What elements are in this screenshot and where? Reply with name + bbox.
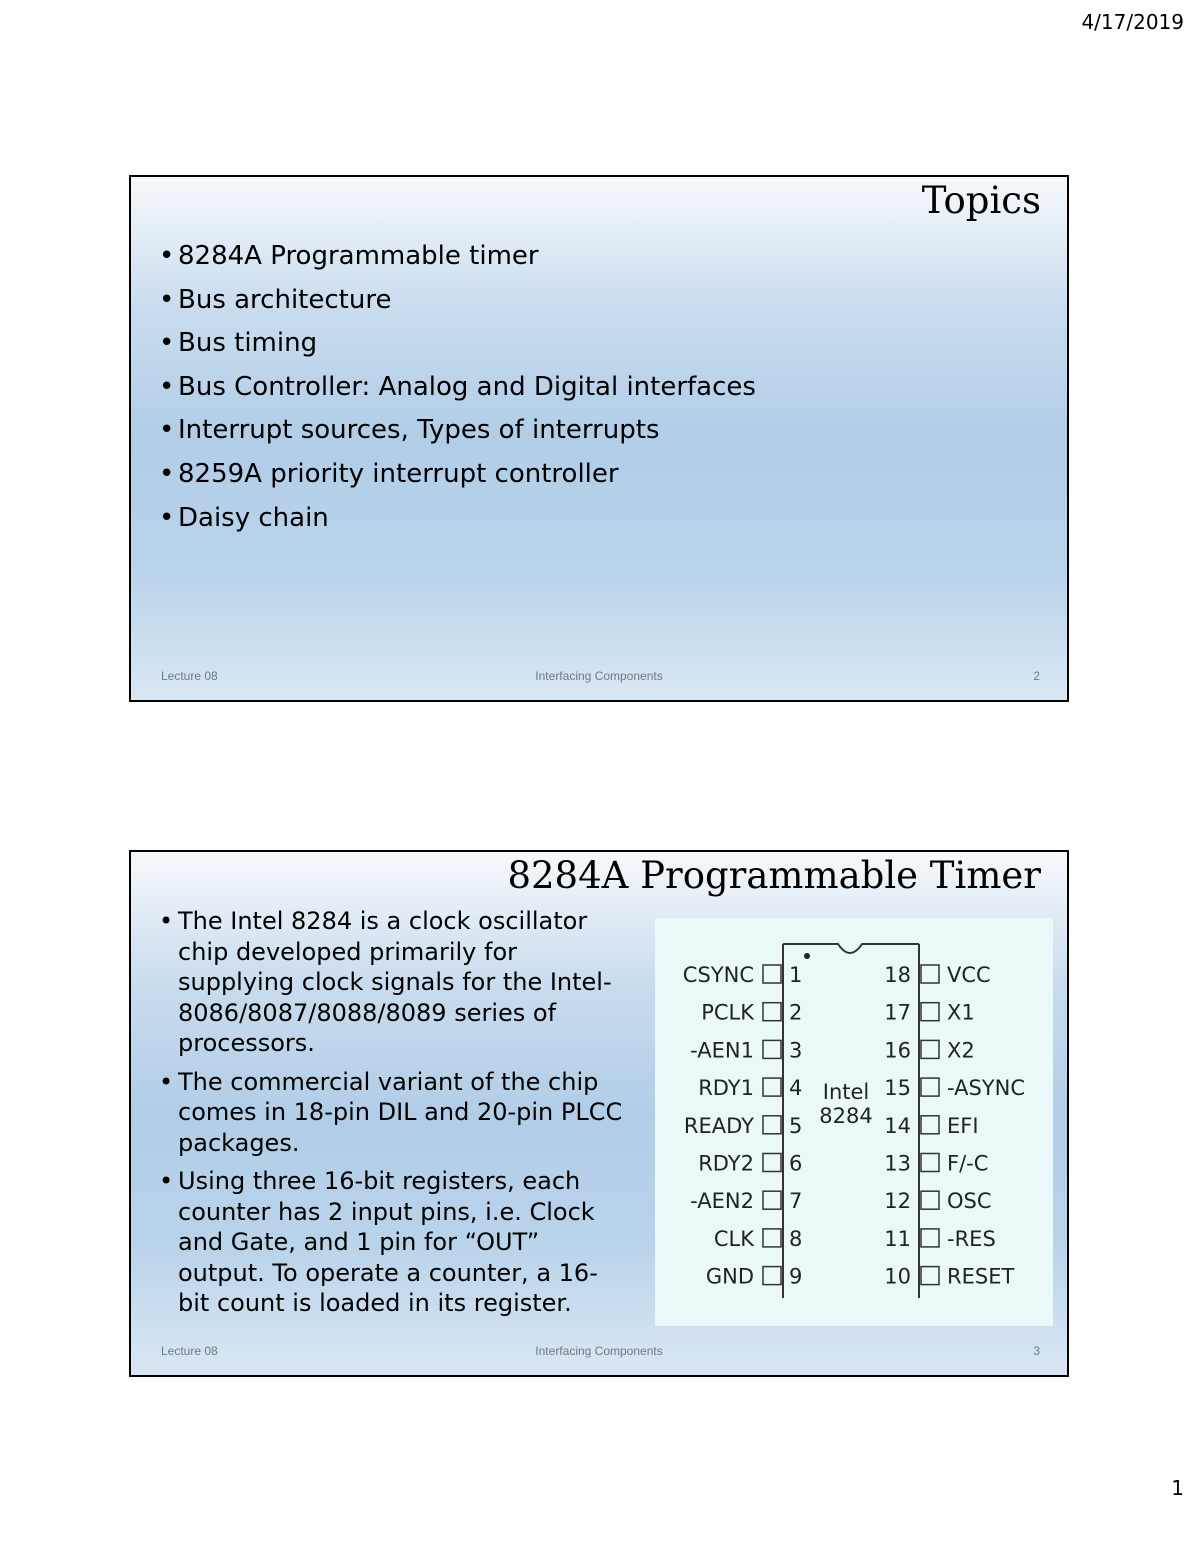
slide-footer	[131, 1344, 1067, 1360]
pin-number: 6	[789, 1151, 803, 1176]
pin-box	[921, 1003, 939, 1021]
pin-box	[763, 1003, 781, 1021]
pin-box	[763, 1078, 781, 1096]
pin-box	[921, 1154, 939, 1172]
chip-label-line1: Intel	[822, 1080, 870, 1104]
pin-number: 5	[789, 1113, 803, 1138]
pin-box	[763, 1154, 781, 1172]
bullet-item: • Bus timing	[159, 322, 756, 366]
pin-number: 3	[789, 1038, 803, 1063]
bullet-item: • Using three 16-bit registers, each counter has 2 input pins, i.e. Clock and Gate, and 1 pin for “OUT” output. To operate a counter, a 16-bit count is loaded in its register.	[159, 1166, 629, 1319]
pin-number: 18	[884, 963, 911, 987]
pin-name: -ASYNC	[947, 1076, 1026, 1101]
pin-row	[706, 1265, 803, 1289]
bullet-list	[159, 906, 629, 1327]
pin-name: X1	[947, 1000, 975, 1025]
pin-name: F/-C	[947, 1151, 989, 1176]
pin-number: 7	[789, 1189, 803, 1214]
slide-8284a-timer	[129, 850, 1069, 1377]
pin-name: RESET	[947, 1264, 1015, 1289]
chip-pinout-diagram	[655, 918, 1053, 1326]
pin-box	[921, 1116, 939, 1134]
pin-number: 10	[884, 1264, 911, 1289]
footer-course: Interfacing Components	[535, 1344, 663, 1358]
bullet-list	[159, 235, 756, 540]
right-pins	[884, 963, 1025, 1289]
pin-name: EFI	[947, 1113, 979, 1138]
pin-box	[763, 1229, 781, 1247]
pin-row	[884, 1227, 996, 1251]
pin-number: 4	[789, 1076, 803, 1101]
pin-box	[763, 1040, 781, 1058]
pin-name: GND	[705, 1264, 754, 1289]
pin-box	[763, 965, 781, 983]
pin-box	[763, 1116, 781, 1134]
pin-name: CSYNC	[682, 963, 754, 987]
footer-slide-number: 2	[1033, 669, 1040, 683]
pin-name: VCC	[947, 963, 991, 987]
pin1-marker-dot	[804, 953, 810, 959]
pin-box	[921, 1267, 939, 1285]
chip-label-line2: 8284	[819, 1104, 873, 1128]
footer-lecture: Lecture 08	[161, 1344, 218, 1358]
pin-name: -AEN1	[690, 1038, 754, 1063]
pin-box	[921, 1040, 939, 1058]
bullet-item: • The commercial variant of the chip comes in 18-pin DIL and 20-pin PLCC packages.	[159, 1067, 629, 1159]
pin-number: 9	[789, 1264, 803, 1289]
pin-number: 16	[884, 1038, 911, 1063]
slide-footer	[131, 669, 1067, 685]
pin-box	[921, 1191, 939, 1209]
pin-name: PCLK	[701, 1000, 754, 1025]
pin-name: READY	[683, 1113, 754, 1138]
bullet-item: • The Intel 8284 is a clock oscillator chip developed primarily for supplying clock signals for the Intel-8086/8087/8088/8089 series of processors.	[159, 906, 629, 1059]
pin-row	[884, 1114, 978, 1138]
pin-number: 2	[789, 1000, 803, 1025]
pin-box	[921, 1229, 939, 1247]
pin-number: 13	[884, 1151, 911, 1176]
bullet-item: • 8259A priority interrupt controller	[159, 453, 756, 497]
pin-row	[884, 1038, 974, 1062]
bullet-item: • Bus Controller: Analog and Digital interfaces	[159, 366, 756, 410]
pin-row	[690, 1189, 802, 1213]
pin-row	[884, 1076, 1025, 1100]
page-number: 1	[1171, 1476, 1184, 1500]
pin-name: OSC	[947, 1189, 992, 1214]
footer-lecture: Lecture 08	[161, 669, 218, 683]
slide-title: Topics	[921, 179, 1041, 222]
pin-number: 11	[884, 1226, 911, 1251]
slide-topics	[129, 175, 1069, 702]
pin-number: 14	[884, 1113, 911, 1138]
pin-row	[698, 1152, 802, 1176]
pin-row	[701, 1001, 802, 1025]
pin-number: 12	[884, 1189, 911, 1214]
pin-box	[921, 965, 939, 983]
left-pins	[683, 963, 803, 1289]
pin-name: -RES	[947, 1226, 996, 1251]
pin-number: 17	[884, 1000, 911, 1025]
pin-box	[763, 1191, 781, 1209]
slide-title: 8284A Programmable Timer	[507, 854, 1041, 897]
pin-row	[884, 963, 990, 987]
bullet-item: • 8284A Programmable timer	[159, 235, 756, 279]
pin-row	[714, 1227, 803, 1251]
pin-number: 8	[789, 1226, 803, 1251]
pin-row	[684, 1114, 802, 1138]
pin-row	[884, 1001, 974, 1025]
pin-name: -AEN2	[690, 1189, 754, 1214]
footer-course: Interfacing Components	[535, 669, 663, 683]
pin-row	[884, 1152, 988, 1176]
bullet-item: • Daisy chain	[159, 497, 756, 541]
pin-name: RDY2	[698, 1151, 754, 1176]
pin-box	[921, 1078, 939, 1096]
bullet-item: • Interrupt sources, Types of interrupts	[159, 409, 756, 453]
pin-row	[683, 963, 803, 987]
pin-row	[884, 1189, 991, 1213]
pin-row	[690, 1038, 802, 1062]
pin-name: RDY1	[698, 1076, 754, 1101]
page-date: 4/17/2019	[1081, 10, 1184, 34]
pin-number: 1	[789, 963, 803, 987]
pin-row	[884, 1265, 1014, 1289]
pin-number: 15	[884, 1076, 911, 1101]
pin-name: CLK	[713, 1226, 754, 1251]
pin-row	[698, 1076, 802, 1100]
chip-pinout-svg	[655, 918, 1053, 1326]
pin-name: X2	[947, 1038, 975, 1063]
bullet-item: • Bus architecture	[159, 279, 756, 323]
pin-box	[763, 1267, 781, 1285]
footer-slide-number: 3	[1033, 1344, 1040, 1358]
